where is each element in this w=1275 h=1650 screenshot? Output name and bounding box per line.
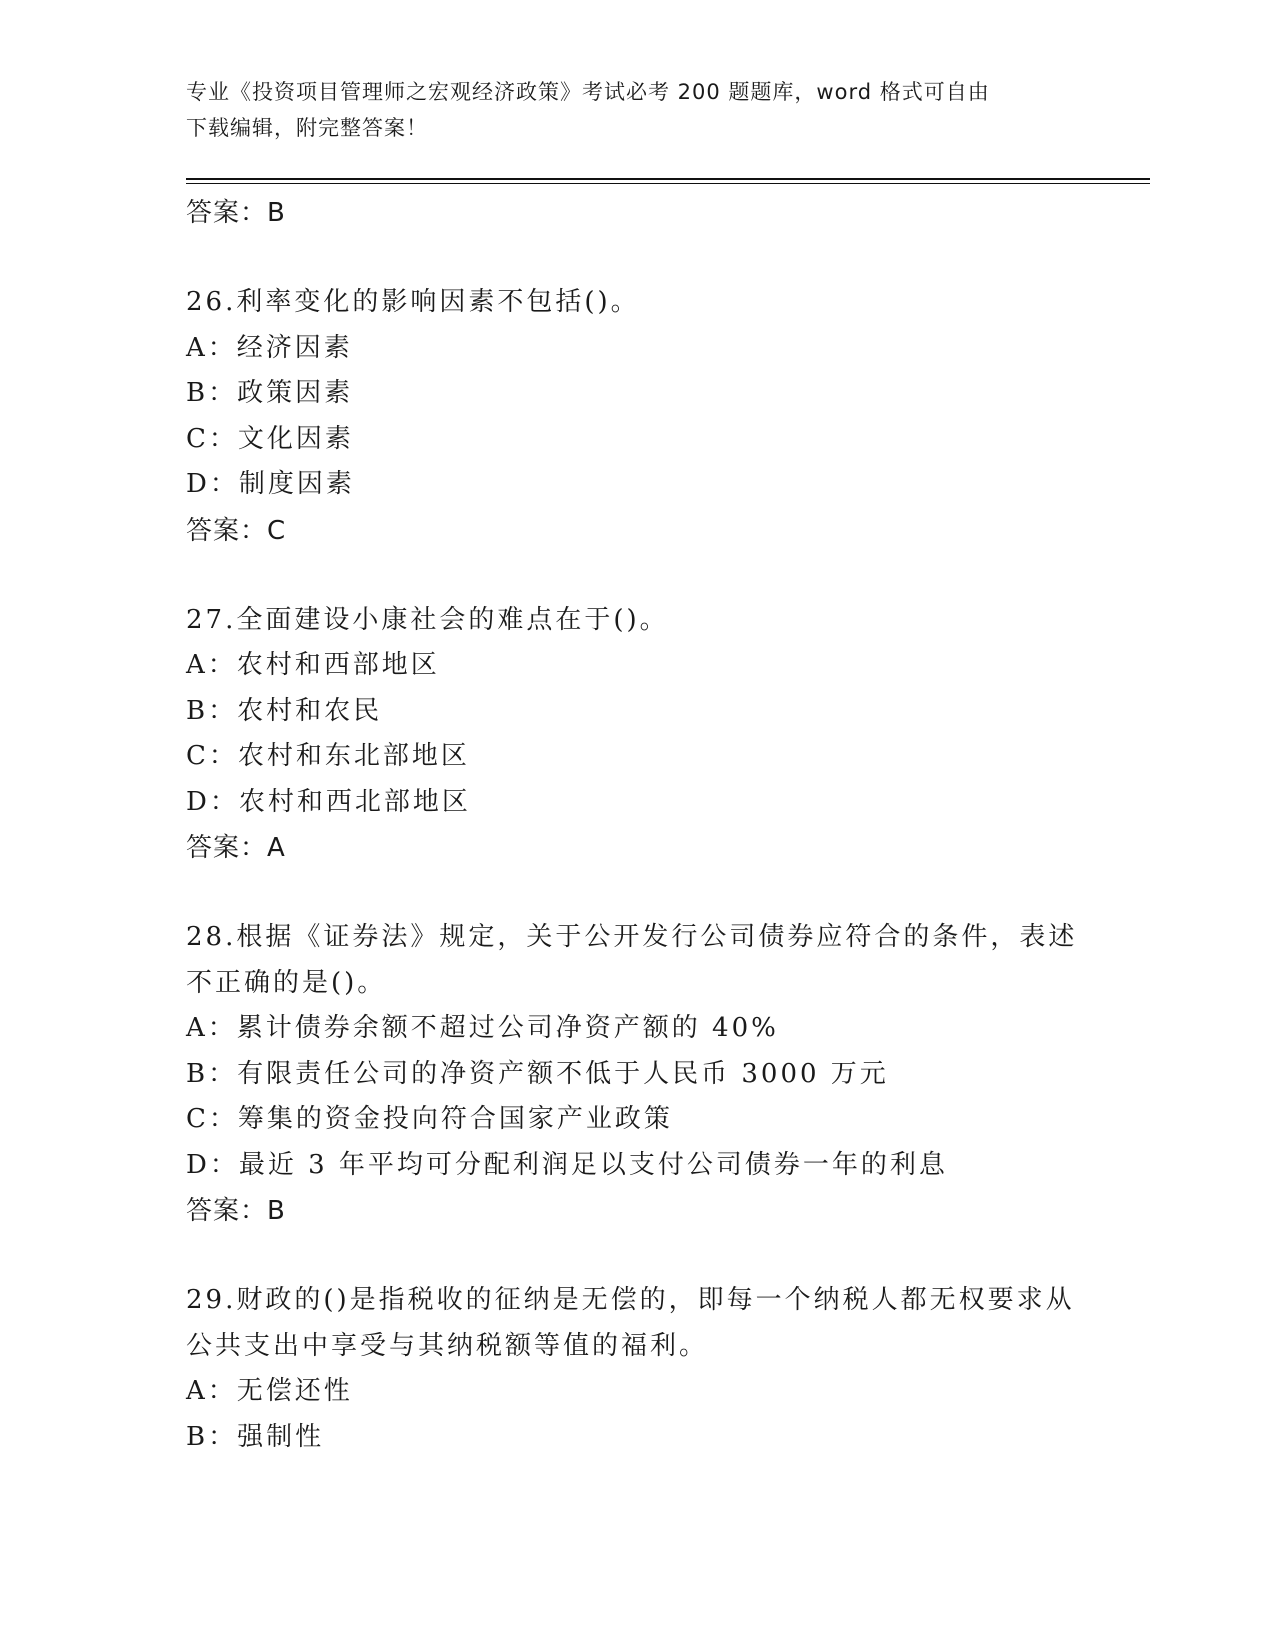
header-divider — [186, 178, 1150, 180]
question-28 — [186, 915, 1146, 1234]
option-d: D：最近 3 年平均可分配利润足以支付公司债券一年的利息 — [186, 1149, 948, 1180]
option-a: A：累计债券余额不超过公司净资产额的 40% — [186, 1013, 779, 1043]
question-text: 29.财政的()是指税收的征纳是无偿的，即每一个纳税人都无权要求从 — [186, 1285, 1075, 1315]
question-text: 27.全面建设小康社会的难点在于()。 — [186, 604, 669, 635]
question-text: 28.根据《证券法》规定，关于公开发行公司债券应符合的条件，表述 — [186, 922, 1078, 952]
option-b: B：有限责任公司的净资产额不低于人民币 3000 万元 — [186, 1058, 889, 1089]
answer-line: 答案：B — [186, 1196, 286, 1226]
option-b: B：农村和农民 — [186, 695, 383, 726]
answer-line: 答案：A — [186, 833, 286, 863]
header-divider-thin — [186, 183, 1150, 184]
header-line-1: 专业《投资项目管理师之宏观经济政策》考试必考 200 题题库，word 格式可自由 — [186, 80, 990, 104]
option-a: A：经济因素 — [186, 332, 353, 363]
question-text-continued: 不正确的是()。 — [186, 967, 387, 998]
question-text-continued: 公共支出中享受与其纳税额等值的福利。 — [186, 1330, 709, 1361]
question-26 — [186, 280, 1146, 554]
question-text: 26.利率变化的影响因素不包括()。 — [186, 287, 640, 317]
header-line-2: 下载编辑，附完整答案！ — [186, 116, 428, 140]
option-d: D：农村和西北部地区 — [186, 786, 471, 817]
option-a: A：农村和西部地区 — [186, 650, 440, 680]
option-c: C：文化因素 — [186, 423, 354, 454]
question-list — [186, 190, 1146, 1460]
option-a: A：无偿还性 — [186, 1376, 353, 1406]
document-header-note — [186, 74, 1086, 146]
option-c: C：筹集的资金投向符合国家产业政策 — [186, 1104, 673, 1134]
option-b: B：强制性 — [186, 1421, 325, 1452]
option-d: D：制度因素 — [186, 469, 355, 499]
option-c: C：农村和东北部地区 — [186, 741, 470, 771]
answer-line: 答案：B — [186, 198, 286, 228]
question-27 — [186, 598, 1146, 872]
option-b: B：政策因素 — [186, 378, 354, 408]
question-29 — [186, 1278, 1146, 1460]
answer-line: 答案：C — [186, 515, 287, 546]
